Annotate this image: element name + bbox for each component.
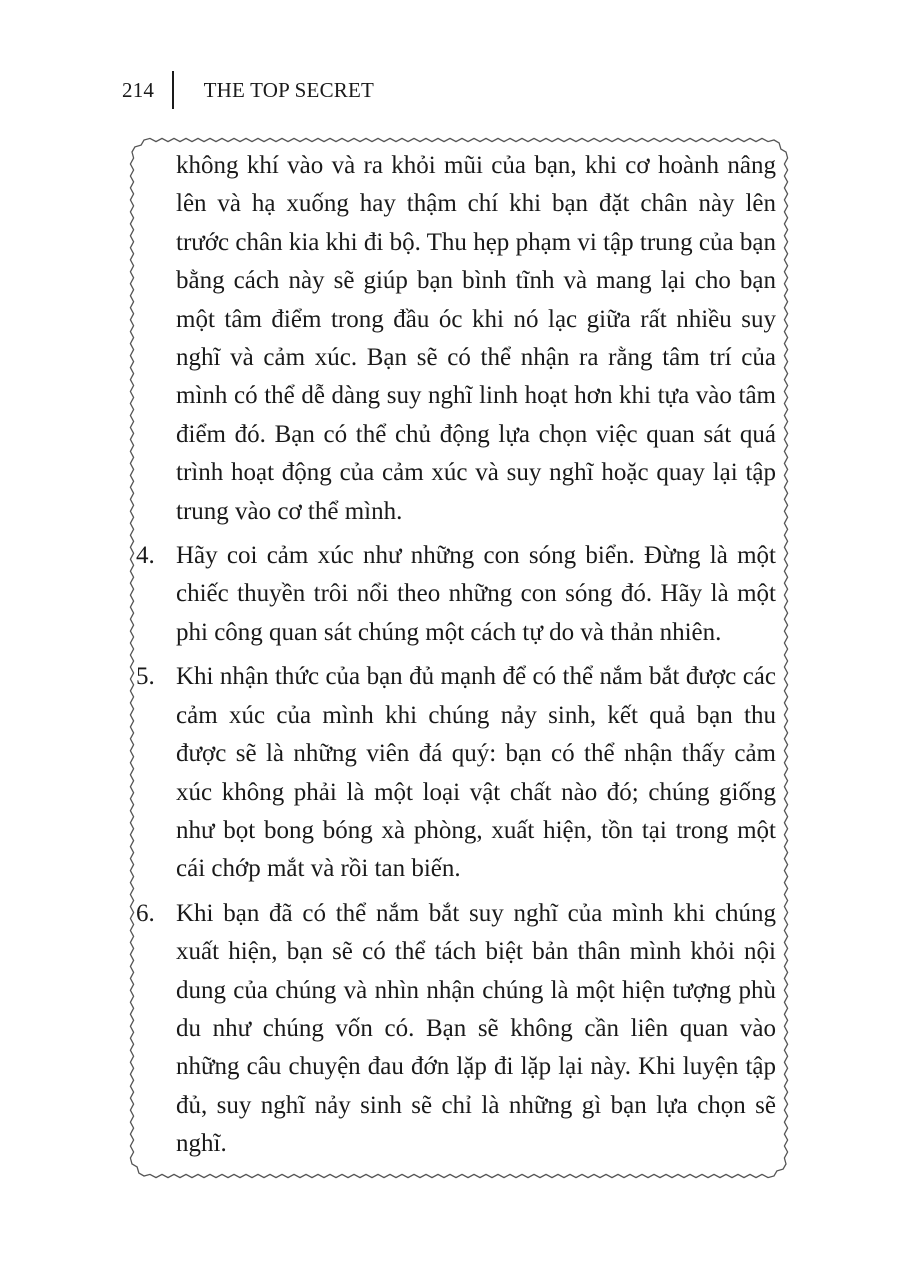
page-body	[136, 147, 776, 1170]
list-item	[136, 895, 776, 1164]
header-divider	[172, 71, 174, 109]
list-item-text: Khi bạn đã có thể nắm bắt suy nghĩ của mình khi chúng xuất hiện, bạn sẽ có thể tách biệt bản thân mình khỏi nội dung của chúng và nhìn nhận chúng là một hiện tượng phù du như chúng vốn có. Bạn sẽ không cần liên quan vào những câu chuyện đau đớn lặp đi lặp lại này. Khi luyện tập đủ, suy nghĩ nảy sinh sẽ chỉ là những gì bạn lựa chọn sẽ nghĩ.	[176, 899, 776, 1158]
list-item	[136, 537, 776, 652]
list-item-text: Khi nhận thức của bạn đủ mạnh để có thể nắm bắt được các cảm xúc của mình khi chúng nảy sinh, kết quả bạn thu được sẽ là những viên đá quý: bạn có thể nhận thấy cảm xúc không phải là một loại vật chất nào đó; chúng giống như bọt bong bóng xà phòng, xuất hiện, tồn tại trong một cái chớp mắt và rồi tan biến.	[176, 663, 776, 883]
list-item-number: 4.	[136, 542, 155, 570]
page-number: 214	[122, 77, 155, 102]
running-head	[122, 70, 374, 110]
numbered-list	[136, 537, 776, 1164]
continued-paragraph: không khí vào và ra khỏi mũi của bạn, khi cơ hoành nâng lên và hạ xuống hay thậm chí khi bạn đặt chân này lên trước chân kia khi đi bộ. Thu hẹp phạm vi tập trung của bạn bằng cách này sẽ giúp bạn bình tĩnh và mang lại cho bạn một tâm điểm trong đầu óc khi nó lạc giữa rất nhiều suy nghĩ và cảm xúc. Bạn sẽ có thể nhận ra rằng tâm trí của mình có thể dễ dàng suy nghĩ linh hoạt hơn khi tựa vào tâm điểm đó. Bạn có thể chủ động lựa chọn việc quan sát quá trình hoạt động của cảm xúc và suy nghĩ hoặc quay lại tập trung vào cơ thể mình.	[176, 152, 776, 525]
list-item	[136, 658, 776, 888]
list-item-number: 5.	[136, 663, 155, 691]
book-title: THE TOP SECRET	[203, 77, 375, 102]
list-item-text: Hãy coi cảm xúc như những con sóng biển. Đừng là một chiếc thuyền trôi nổi theo những con sóng đó. Hãy là một phi công quan sát chúng một cách tự do và thản nhiên.	[176, 542, 776, 646]
list-item-number: 6.	[136, 899, 155, 927]
